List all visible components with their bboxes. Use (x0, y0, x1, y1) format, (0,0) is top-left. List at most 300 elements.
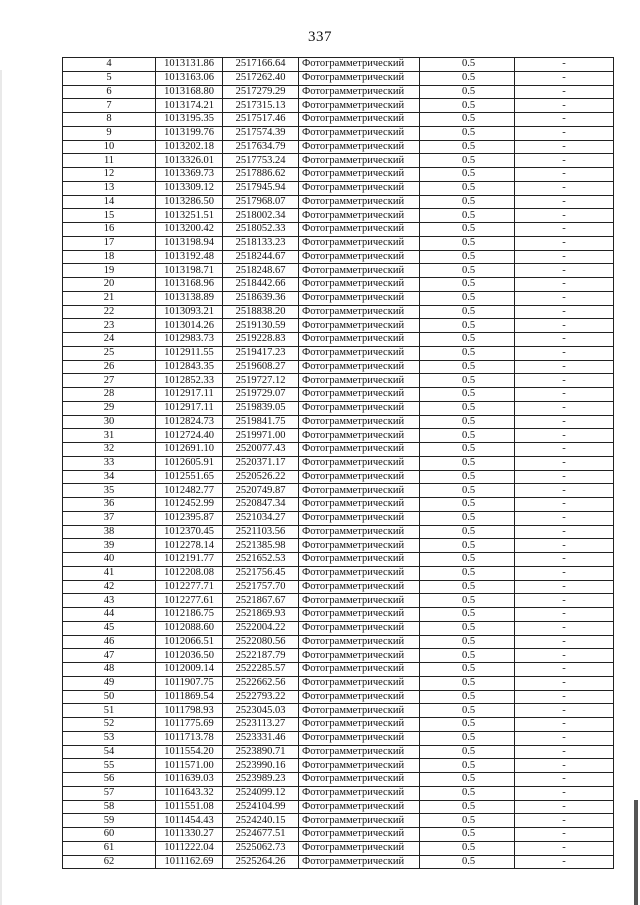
point-number-cell: 55 (63, 759, 156, 773)
x-coordinate-cell: 1012066.51 (156, 635, 223, 649)
x-coordinate-cell: 1013168.96 (156, 278, 223, 292)
accuracy-cell: 0.5 (420, 635, 515, 649)
table-row (63, 786, 614, 800)
accuracy-cell: 0.5 (420, 360, 515, 374)
y-coordinate-cell: 2517279.29 (223, 85, 299, 99)
accuracy-cell: 0.5 (420, 690, 515, 704)
scan-edge-mark (634, 800, 638, 905)
point-number-cell: 20 (63, 278, 156, 292)
method-cell: Фотограмметрический (299, 773, 420, 787)
table-row (63, 773, 614, 787)
table-row (63, 278, 614, 292)
y-coordinate-cell: 2517262.40 (223, 71, 299, 85)
point-number-cell: 51 (63, 704, 156, 718)
note-cell: - (515, 71, 614, 85)
method-cell: Фотограмметрический (299, 759, 420, 773)
table-row (63, 484, 614, 498)
y-coordinate-cell: 2519417.23 (223, 346, 299, 360)
method-cell: Фотограмметрический (299, 456, 420, 470)
point-number-cell: 27 (63, 374, 156, 388)
table-row (63, 360, 614, 374)
method-cell: Фотограмметрический (299, 346, 420, 360)
table-row (63, 415, 614, 429)
y-coordinate-cell: 2521034.27 (223, 511, 299, 525)
accuracy-cell: 0.5 (420, 223, 515, 237)
method-cell: Фотограмметрический (299, 718, 420, 732)
method-cell: Фотограмметрический (299, 181, 420, 195)
point-number-cell: 57 (63, 786, 156, 800)
note-cell: - (515, 415, 614, 429)
x-coordinate-cell: 1013198.71 (156, 264, 223, 278)
y-coordinate-cell: 2519971.00 (223, 429, 299, 443)
method-cell: Фотограмметрический (299, 305, 420, 319)
y-coordinate-cell: 2523890.71 (223, 745, 299, 759)
x-coordinate-cell: 1011713.78 (156, 731, 223, 745)
note-cell: - (515, 690, 614, 704)
x-coordinate-cell: 1012482.77 (156, 484, 223, 498)
accuracy-cell: 0.5 (420, 374, 515, 388)
point-number-cell: 53 (63, 731, 156, 745)
accuracy-cell: 0.5 (420, 291, 515, 305)
note-cell: - (515, 319, 614, 333)
method-cell: Фотограмметрический (299, 690, 420, 704)
y-coordinate-cell: 2522004.22 (223, 621, 299, 635)
method-cell: Фотограмметрический (299, 113, 420, 127)
y-coordinate-cell: 2522662.56 (223, 676, 299, 690)
x-coordinate-cell: 1011571.00 (156, 759, 223, 773)
x-coordinate-cell: 1012911.55 (156, 346, 223, 360)
accuracy-cell: 0.5 (420, 718, 515, 732)
table-row (63, 99, 614, 113)
method-cell: Фотограмметрический (299, 429, 420, 443)
note-cell: - (515, 223, 614, 237)
accuracy-cell: 0.5 (420, 168, 515, 182)
x-coordinate-cell: 1012983.73 (156, 333, 223, 347)
note-cell: - (515, 608, 614, 622)
x-coordinate-cell: 1012036.50 (156, 649, 223, 663)
table-row (63, 388, 614, 402)
y-coordinate-cell: 2518442.66 (223, 278, 299, 292)
accuracy-cell: 0.5 (420, 250, 515, 264)
note-cell: - (515, 594, 614, 608)
y-coordinate-cell: 2517166.64 (223, 58, 299, 72)
x-coordinate-cell: 1011222.04 (156, 841, 223, 855)
accuracy-cell: 0.5 (420, 113, 515, 127)
note-cell: - (515, 470, 614, 484)
x-coordinate-cell: 1013168.80 (156, 85, 223, 99)
x-coordinate-cell: 1012843.35 (156, 360, 223, 374)
y-coordinate-cell: 2521757.70 (223, 580, 299, 594)
point-number-cell: 42 (63, 580, 156, 594)
note-cell: - (515, 841, 614, 855)
note-cell: - (515, 168, 614, 182)
table-row (63, 718, 614, 732)
accuracy-cell: 0.5 (420, 429, 515, 443)
note-cell: - (515, 58, 614, 72)
x-coordinate-cell: 1012605.91 (156, 456, 223, 470)
method-cell: Фотограмметрический (299, 635, 420, 649)
y-coordinate-cell: 2520077.43 (223, 443, 299, 457)
accuracy-cell: 0.5 (420, 649, 515, 663)
method-cell: Фотограмметрический (299, 443, 420, 457)
table-row (63, 126, 614, 140)
point-number-cell: 62 (63, 855, 156, 869)
note-cell: - (515, 278, 614, 292)
y-coordinate-cell: 2518838.20 (223, 305, 299, 319)
y-coordinate-cell: 2519839.05 (223, 401, 299, 415)
x-coordinate-cell: 1012395.87 (156, 511, 223, 525)
y-coordinate-cell: 2518052.33 (223, 223, 299, 237)
method-cell: Фотограмметрический (299, 278, 420, 292)
note-cell: - (515, 360, 614, 374)
method-cell: Фотограмметрический (299, 388, 420, 402)
method-cell: Фотограмметрический (299, 498, 420, 512)
note-cell: - (515, 305, 614, 319)
table-row (63, 594, 614, 608)
accuracy-cell: 0.5 (420, 608, 515, 622)
table-row (63, 209, 614, 223)
x-coordinate-cell: 1013251.51 (156, 209, 223, 223)
accuracy-cell: 0.5 (420, 346, 515, 360)
accuracy-cell: 0.5 (420, 828, 515, 842)
y-coordinate-cell: 2517945.94 (223, 181, 299, 195)
note-cell: - (515, 718, 614, 732)
note-cell: - (515, 374, 614, 388)
note-cell: - (515, 704, 614, 718)
coordinates-table (62, 57, 614, 869)
x-coordinate-cell: 1012088.60 (156, 621, 223, 635)
point-number-cell: 30 (63, 415, 156, 429)
x-coordinate-cell: 1011454.43 (156, 814, 223, 828)
x-coordinate-cell: 1012824.73 (156, 415, 223, 429)
table-row (63, 553, 614, 567)
y-coordinate-cell: 2520526.22 (223, 470, 299, 484)
note-cell: - (515, 291, 614, 305)
table-row (63, 663, 614, 677)
point-number-cell: 12 (63, 168, 156, 182)
y-coordinate-cell: 2520371.17 (223, 456, 299, 470)
point-number-cell: 24 (63, 333, 156, 347)
table-row (63, 745, 614, 759)
y-coordinate-cell: 2524099.12 (223, 786, 299, 800)
x-coordinate-cell: 1011162.69 (156, 855, 223, 869)
accuracy-cell: 0.5 (420, 841, 515, 855)
y-coordinate-cell: 2518244.67 (223, 250, 299, 264)
note-cell: - (515, 676, 614, 690)
y-coordinate-cell: 2522285.57 (223, 663, 299, 677)
accuracy-cell: 0.5 (420, 71, 515, 85)
point-number-cell: 44 (63, 608, 156, 622)
point-number-cell: 29 (63, 401, 156, 415)
table-row (63, 223, 614, 237)
note-cell: - (515, 649, 614, 663)
x-coordinate-cell: 1011551.08 (156, 800, 223, 814)
point-number-cell: 22 (63, 305, 156, 319)
method-cell: Фотограмметрический (299, 401, 420, 415)
note-cell: - (515, 566, 614, 580)
y-coordinate-cell: 2517517.46 (223, 113, 299, 127)
x-coordinate-cell: 1012277.71 (156, 580, 223, 594)
accuracy-cell: 0.5 (420, 498, 515, 512)
note-cell: - (515, 113, 614, 127)
method-cell: Фотограмметрический (299, 236, 420, 250)
point-number-cell: 5 (63, 71, 156, 85)
point-number-cell: 8 (63, 113, 156, 127)
point-number-cell: 18 (63, 250, 156, 264)
point-number-cell: 13 (63, 181, 156, 195)
note-cell: - (515, 85, 614, 99)
table-row (63, 443, 614, 457)
accuracy-cell: 0.5 (420, 195, 515, 209)
note-cell: - (515, 126, 614, 140)
x-coordinate-cell: 1013163.06 (156, 71, 223, 85)
note-cell: - (515, 828, 614, 842)
method-cell: Фотограмметрический (299, 676, 420, 690)
table-row (63, 704, 614, 718)
y-coordinate-cell: 2521756.45 (223, 566, 299, 580)
table-row (63, 731, 614, 745)
note-cell: - (515, 511, 614, 525)
y-coordinate-cell: 2525264.26 (223, 855, 299, 869)
method-cell: Фотограмметрический (299, 71, 420, 85)
point-number-cell: 4 (63, 58, 156, 72)
x-coordinate-cell: 1013200.42 (156, 223, 223, 237)
y-coordinate-cell: 2519130.59 (223, 319, 299, 333)
y-coordinate-cell: 2517753.24 (223, 154, 299, 168)
page-number: 337 (308, 29, 332, 45)
method-cell: Фотограмметрический (299, 360, 420, 374)
method-cell: Фотограмметрический (299, 553, 420, 567)
note-cell: - (515, 99, 614, 113)
note-cell: - (515, 456, 614, 470)
table-row (63, 566, 614, 580)
table-row (63, 580, 614, 594)
accuracy-cell: 0.5 (420, 773, 515, 787)
x-coordinate-cell: 1012917.11 (156, 401, 223, 415)
note-cell: - (515, 429, 614, 443)
point-number-cell: 50 (63, 690, 156, 704)
table-row (63, 676, 614, 690)
y-coordinate-cell: 2518639.36 (223, 291, 299, 305)
note-cell: - (515, 800, 614, 814)
method-cell: Фотограмметрический (299, 786, 420, 800)
table-row (63, 401, 614, 415)
method-cell: Фотограмметрический (299, 580, 420, 594)
table-row (63, 635, 614, 649)
accuracy-cell: 0.5 (420, 99, 515, 113)
x-coordinate-cell: 1013198.94 (156, 236, 223, 250)
accuracy-cell: 0.5 (420, 525, 515, 539)
y-coordinate-cell: 2518002.34 (223, 209, 299, 223)
table-row (63, 113, 614, 127)
x-coordinate-cell: 1012852.33 (156, 374, 223, 388)
table-row (63, 621, 614, 635)
table-row (63, 814, 614, 828)
method-cell: Фотограмметрический (299, 525, 420, 539)
point-number-cell: 23 (63, 319, 156, 333)
method-cell: Фотограмметрический (299, 140, 420, 154)
y-coordinate-cell: 2523989.23 (223, 773, 299, 787)
accuracy-cell: 0.5 (420, 456, 515, 470)
point-number-cell: 38 (63, 525, 156, 539)
accuracy-cell: 0.5 (420, 676, 515, 690)
point-number-cell: 28 (63, 388, 156, 402)
method-cell: Фотограмметрический (299, 731, 420, 745)
accuracy-cell: 0.5 (420, 415, 515, 429)
accuracy-cell: 0.5 (420, 58, 515, 72)
y-coordinate-cell: 2523331.46 (223, 731, 299, 745)
accuracy-cell: 0.5 (420, 759, 515, 773)
y-coordinate-cell: 2522793.22 (223, 690, 299, 704)
accuracy-cell: 0.5 (420, 154, 515, 168)
x-coordinate-cell: 1012691.10 (156, 443, 223, 457)
point-number-cell: 39 (63, 539, 156, 553)
y-coordinate-cell: 2519228.83 (223, 333, 299, 347)
x-coordinate-cell: 1012278.14 (156, 539, 223, 553)
table-row (63, 58, 614, 72)
y-coordinate-cell: 2523045.03 (223, 704, 299, 718)
note-cell: - (515, 195, 614, 209)
point-number-cell: 43 (63, 594, 156, 608)
note-cell: - (515, 250, 614, 264)
method-cell: Фотограмметрический (299, 154, 420, 168)
x-coordinate-cell: 1011775.69 (156, 718, 223, 732)
method-cell: Фотограмметрический (299, 58, 420, 72)
accuracy-cell: 0.5 (420, 85, 515, 99)
y-coordinate-cell: 2521103.56 (223, 525, 299, 539)
note-cell: - (515, 731, 614, 745)
method-cell: Фотограмметрический (299, 484, 420, 498)
accuracy-cell: 0.5 (420, 539, 515, 553)
method-cell: Фотограмметрический (299, 250, 420, 264)
x-coordinate-cell: 1013202.18 (156, 140, 223, 154)
accuracy-cell: 0.5 (420, 553, 515, 567)
point-number-cell: 14 (63, 195, 156, 209)
table-row (63, 608, 614, 622)
x-coordinate-cell: 1013195.35 (156, 113, 223, 127)
table-row (63, 539, 614, 553)
x-coordinate-cell: 1013326.01 (156, 154, 223, 168)
x-coordinate-cell: 1011330.27 (156, 828, 223, 842)
y-coordinate-cell: 2520749.87 (223, 484, 299, 498)
y-coordinate-cell: 2517574.39 (223, 126, 299, 140)
table-row (63, 319, 614, 333)
y-coordinate-cell: 2519727.12 (223, 374, 299, 388)
x-coordinate-cell: 1013014.26 (156, 319, 223, 333)
accuracy-cell: 0.5 (420, 663, 515, 677)
accuracy-cell: 0.5 (420, 278, 515, 292)
accuracy-cell: 0.5 (420, 704, 515, 718)
x-coordinate-cell: 1012452.99 (156, 498, 223, 512)
point-number-cell: 9 (63, 126, 156, 140)
x-coordinate-cell: 1011869.54 (156, 690, 223, 704)
table-row (63, 800, 614, 814)
method-cell: Фотограмметрический (299, 470, 420, 484)
x-coordinate-cell: 1013369.73 (156, 168, 223, 182)
point-number-cell: 37 (63, 511, 156, 525)
method-cell: Фотограмметрический (299, 745, 420, 759)
point-number-cell: 45 (63, 621, 156, 635)
method-cell: Фотограмметрический (299, 415, 420, 429)
method-cell: Фотограмметрический (299, 168, 420, 182)
method-cell: Фотограмметрический (299, 594, 420, 608)
y-coordinate-cell: 2521385.98 (223, 539, 299, 553)
table-row (63, 456, 614, 470)
x-coordinate-cell: 1012009.14 (156, 663, 223, 677)
x-coordinate-cell: 1013174.21 (156, 99, 223, 113)
method-cell: Фотограмметрический (299, 319, 420, 333)
table-row (63, 690, 614, 704)
note-cell: - (515, 786, 614, 800)
point-number-cell: 61 (63, 841, 156, 855)
point-number-cell: 36 (63, 498, 156, 512)
y-coordinate-cell: 2520847.34 (223, 498, 299, 512)
point-number-cell: 32 (63, 443, 156, 457)
accuracy-cell: 0.5 (420, 388, 515, 402)
note-cell: - (515, 663, 614, 677)
x-coordinate-cell: 1012917.11 (156, 388, 223, 402)
method-cell: Фотограмметрический (299, 264, 420, 278)
table-row (63, 195, 614, 209)
x-coordinate-cell: 1013199.76 (156, 126, 223, 140)
table-row (63, 181, 614, 195)
table-row (63, 511, 614, 525)
note-cell: - (515, 745, 614, 759)
point-number-cell: 11 (63, 154, 156, 168)
accuracy-cell: 0.5 (420, 511, 515, 525)
y-coordinate-cell: 2519729.07 (223, 388, 299, 402)
table-row (63, 305, 614, 319)
y-coordinate-cell: 2517634.79 (223, 140, 299, 154)
table-row (63, 855, 614, 869)
method-cell: Фотограмметрический (299, 828, 420, 842)
note-cell: - (515, 580, 614, 594)
note-cell: - (515, 814, 614, 828)
point-number-cell: 16 (63, 223, 156, 237)
method-cell: Фотограмметрический (299, 663, 420, 677)
note-cell: - (515, 401, 614, 415)
accuracy-cell: 0.5 (420, 126, 515, 140)
table-row (63, 374, 614, 388)
method-cell: Фотограмметрический (299, 841, 420, 855)
point-number-cell: 31 (63, 429, 156, 443)
y-coordinate-cell: 2521652.53 (223, 553, 299, 567)
note-cell: - (515, 553, 614, 567)
point-number-cell: 17 (63, 236, 156, 250)
method-cell: Фотограмметрический (299, 649, 420, 663)
accuracy-cell: 0.5 (420, 800, 515, 814)
accuracy-cell: 0.5 (420, 580, 515, 594)
note-cell: - (515, 264, 614, 278)
note-cell: - (515, 388, 614, 402)
note-cell: - (515, 498, 614, 512)
point-number-cell: 25 (63, 346, 156, 360)
y-coordinate-cell: 2524240.15 (223, 814, 299, 828)
x-coordinate-cell: 1013131.86 (156, 58, 223, 72)
x-coordinate-cell: 1013286.50 (156, 195, 223, 209)
y-coordinate-cell: 2524104.99 (223, 800, 299, 814)
table-row (63, 168, 614, 182)
accuracy-cell: 0.5 (420, 443, 515, 457)
x-coordinate-cell: 1013192.48 (156, 250, 223, 264)
y-coordinate-cell: 2521867.67 (223, 594, 299, 608)
accuracy-cell: 0.5 (420, 181, 515, 195)
y-coordinate-cell: 2519608.27 (223, 360, 299, 374)
accuracy-cell: 0.5 (420, 594, 515, 608)
accuracy-cell: 0.5 (420, 305, 515, 319)
method-cell: Фотограмметрический (299, 608, 420, 622)
x-coordinate-cell: 1013138.89 (156, 291, 223, 305)
